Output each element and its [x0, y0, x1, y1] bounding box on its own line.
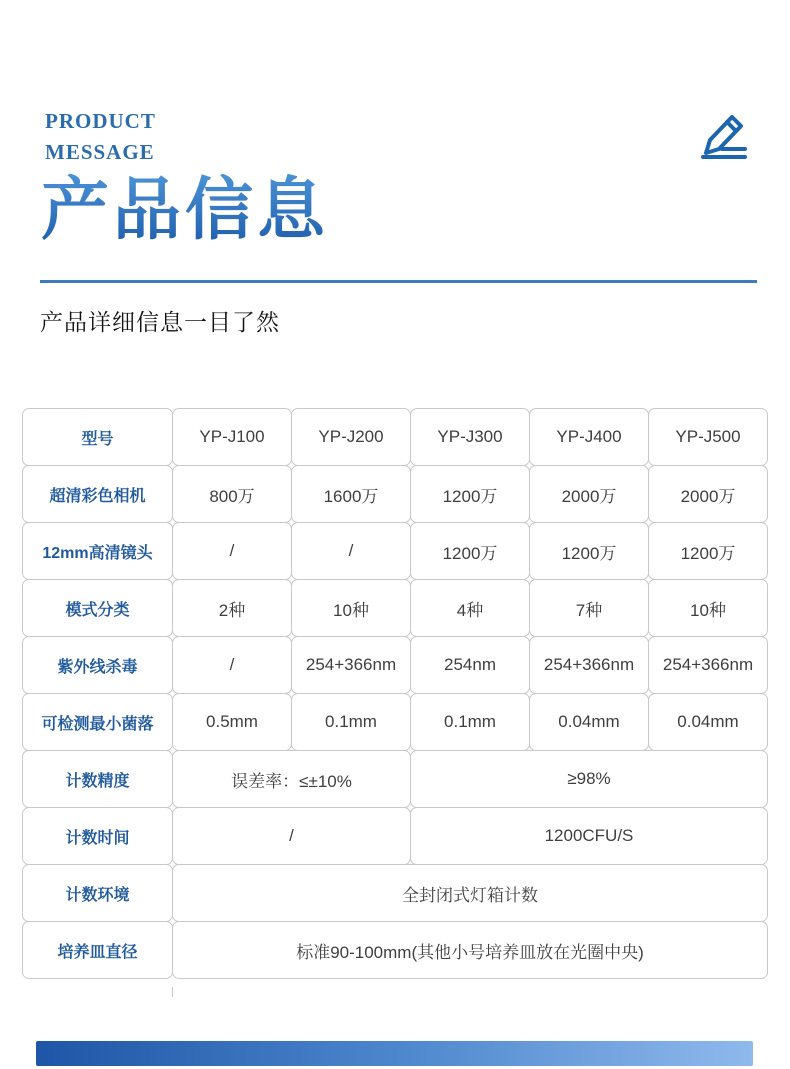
- row-label-cell: 紫外线杀毒: [22, 636, 173, 694]
- value-cell: 2种: [172, 579, 292, 637]
- value-cell: 0.1mm: [291, 693, 411, 751]
- model-header-cell: YP-J300: [410, 408, 530, 466]
- model-header-cell: YP-J200: [291, 408, 411, 466]
- row-label-cell: 模式分类: [22, 579, 173, 637]
- table-border-tail: [172, 987, 173, 997]
- value-cell: 10种: [291, 579, 411, 637]
- value-cell: 0.1mm: [410, 693, 530, 751]
- row-label-cell: 计数时间: [22, 807, 173, 865]
- value-cell: 7种: [529, 579, 649, 637]
- row-label-cell: 型号: [22, 408, 173, 466]
- eyebrow-line-1: PRODUCT: [45, 109, 156, 133]
- page-title: 产品信息: [41, 168, 329, 252]
- value-cell: 标准90-100mm(其他小号培养皿放在光圈中央): [172, 921, 768, 979]
- value-cell: /: [172, 636, 292, 694]
- value-cell: 0.04mm: [529, 693, 649, 751]
- table-row: [22, 465, 768, 523]
- value-cell: 1200万: [648, 522, 768, 580]
- divider-rule: [40, 280, 757, 283]
- value-cell: 4种: [410, 579, 530, 637]
- value-cell: 254+366nm: [529, 636, 649, 694]
- model-header-cell: YP-J100: [172, 408, 292, 466]
- table-row: [22, 408, 768, 466]
- table-row: [22, 693, 768, 751]
- value-cell: 254+366nm: [291, 636, 411, 694]
- table-row: [22, 750, 768, 808]
- table-row: [22, 522, 768, 580]
- value-cell: /: [291, 522, 411, 580]
- table-row: [22, 636, 768, 694]
- value-cell: /: [172, 807, 411, 865]
- value-cell: 2000万: [529, 465, 649, 523]
- pencil-icon: [694, 102, 752, 168]
- page-subtitle: 产品详细信息一目了然: [40, 310, 280, 335]
- value-cell: 0.04mm: [648, 693, 768, 751]
- eyebrow-line-2: MESSAGE: [45, 140, 155, 164]
- value-cell: 1200CFU/S: [410, 807, 768, 865]
- row-label-cell: 可检测最小菌落: [22, 693, 173, 751]
- row-label-cell: 计数精度: [22, 750, 173, 808]
- value-cell: 全封闭式灯箱计数: [172, 864, 768, 922]
- row-label-cell: 12mm高清镜头: [22, 522, 173, 580]
- eyebrow-text: [45, 106, 156, 168]
- value-cell: 1200万: [410, 465, 530, 523]
- row-label-cell: 培养皿直径: [22, 921, 173, 979]
- value-cell: 1600万: [291, 465, 411, 523]
- table-row: [22, 921, 768, 979]
- table-row: [22, 579, 768, 637]
- table-row: [22, 807, 768, 865]
- model-header-cell: YP-J500: [648, 408, 768, 466]
- value-cell: ≥98%: [410, 750, 768, 808]
- model-header-cell: YP-J400: [529, 408, 649, 466]
- value-cell: 2000万: [648, 465, 768, 523]
- value-cell: 误差率：≤±10%: [172, 750, 411, 808]
- row-label-cell: 计数环境: [22, 864, 173, 922]
- value-cell: 800万: [172, 465, 292, 523]
- value-cell: 1200万: [529, 522, 649, 580]
- value-cell: 254+366nm: [648, 636, 768, 694]
- spec-table: [22, 408, 768, 979]
- value-cell: 1200万: [410, 522, 530, 580]
- table-row: [22, 864, 768, 922]
- bottom-gradient-bar: [36, 1041, 753, 1066]
- value-cell: /: [172, 522, 292, 580]
- value-cell: 254nm: [410, 636, 530, 694]
- value-cell: 10种: [648, 579, 768, 637]
- row-label-cell: 超清彩色相机: [22, 465, 173, 523]
- value-cell: 0.5mm: [172, 693, 292, 751]
